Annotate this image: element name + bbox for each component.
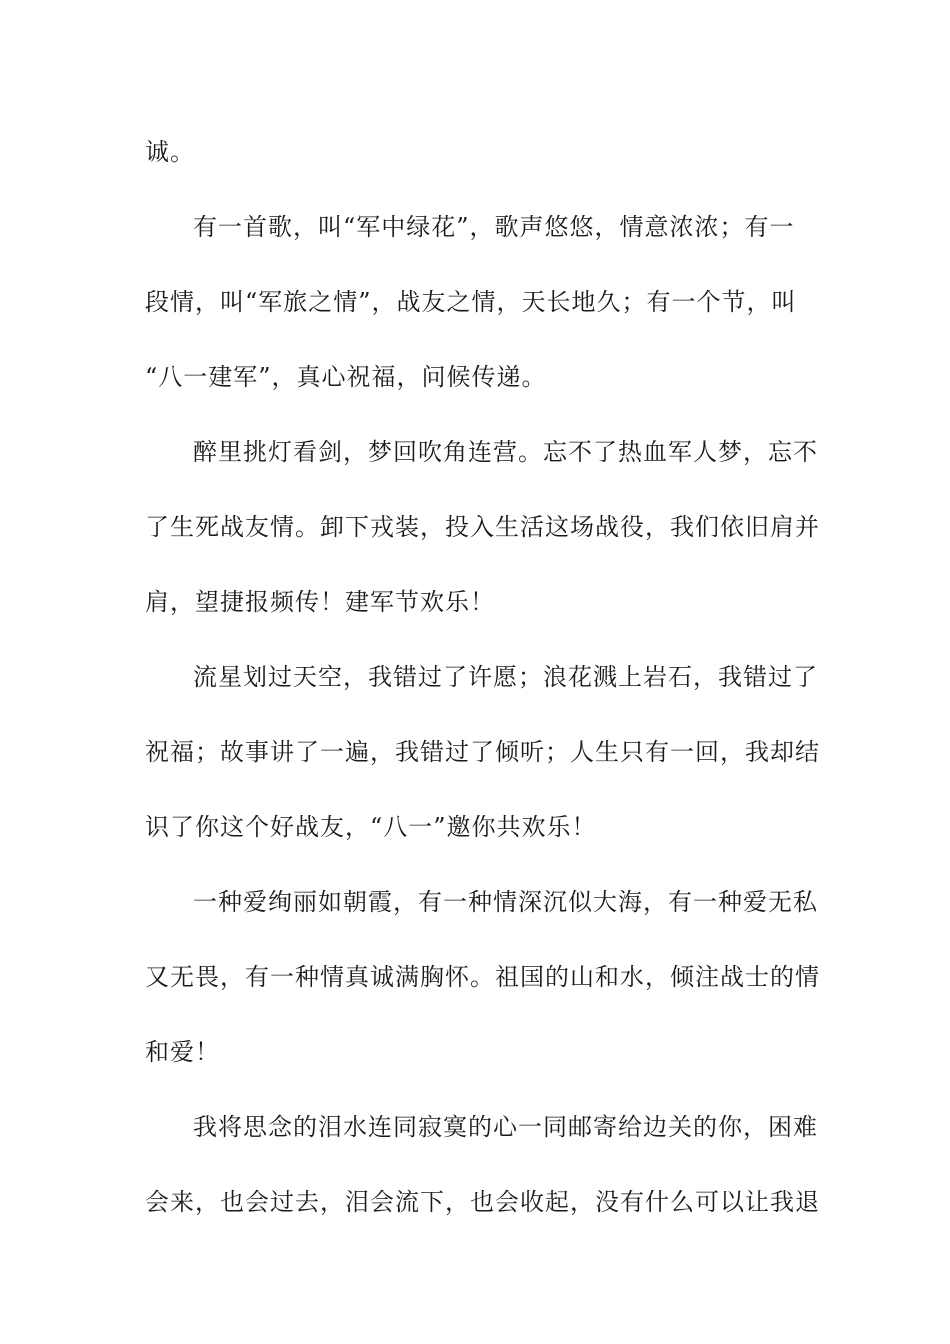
- text-line: 了生死战友情。卸下戎装，投入生活这场战役，我们依旧肩并: [145, 513, 820, 541]
- paragraph-6: [145, 1103, 820, 1253]
- document-body: [145, 128, 820, 1253]
- text-line: “八一建军”，真心祝福，问候传递。: [145, 363, 547, 391]
- paragraph-2: [145, 203, 810, 428]
- text-line: 段情，叫“军旅之情”，战友之情，天长地久；有一个节，叫: [145, 288, 797, 316]
- text-line: 醉里挑灯看剑，梦回吹角连营。忘不了热血军人梦，忘不: [193, 438, 818, 466]
- text-line: 和爱！: [145, 1038, 220, 1066]
- text-line: 会来，也会过去，泪会流下，也会收起，没有什么可以让我退: [145, 1188, 820, 1216]
- text-line: 一种爱绚丽如朝霞，有一种情深沉似大海，有一种爱无私: [193, 888, 818, 916]
- text-line: 识了你这个好战友，“八一”邀你共欢乐！: [145, 813, 597, 841]
- text-line: 流星划过天空，我错过了许愿；浪花溅上岩石，我错过了: [193, 663, 818, 691]
- text-line: 我将思念的泪水连同寂寞的心一同邮寄给边关的你，困难: [193, 1113, 818, 1141]
- text-line: 祝福；故事讲了一遍，我错过了倾听；人生只有一回，我却结: [145, 738, 820, 766]
- text-line: 又无畏，有一种情真诚满胸怀。祖国的山和水，倾注战士的情: [145, 963, 820, 991]
- paragraph-5: [145, 878, 820, 1103]
- paragraph-3: [145, 428, 820, 653]
- text-line: 肩，望捷报频传！建军节欢乐！: [145, 588, 495, 616]
- paragraph-1: [145, 128, 810, 203]
- text-line: 有一首歌，叫“军中绿花”，歌声悠悠，情意浓浓；有一: [193, 213, 795, 241]
- paragraph-4: [145, 653, 820, 878]
- text-line: 诚。: [145, 138, 195, 166]
